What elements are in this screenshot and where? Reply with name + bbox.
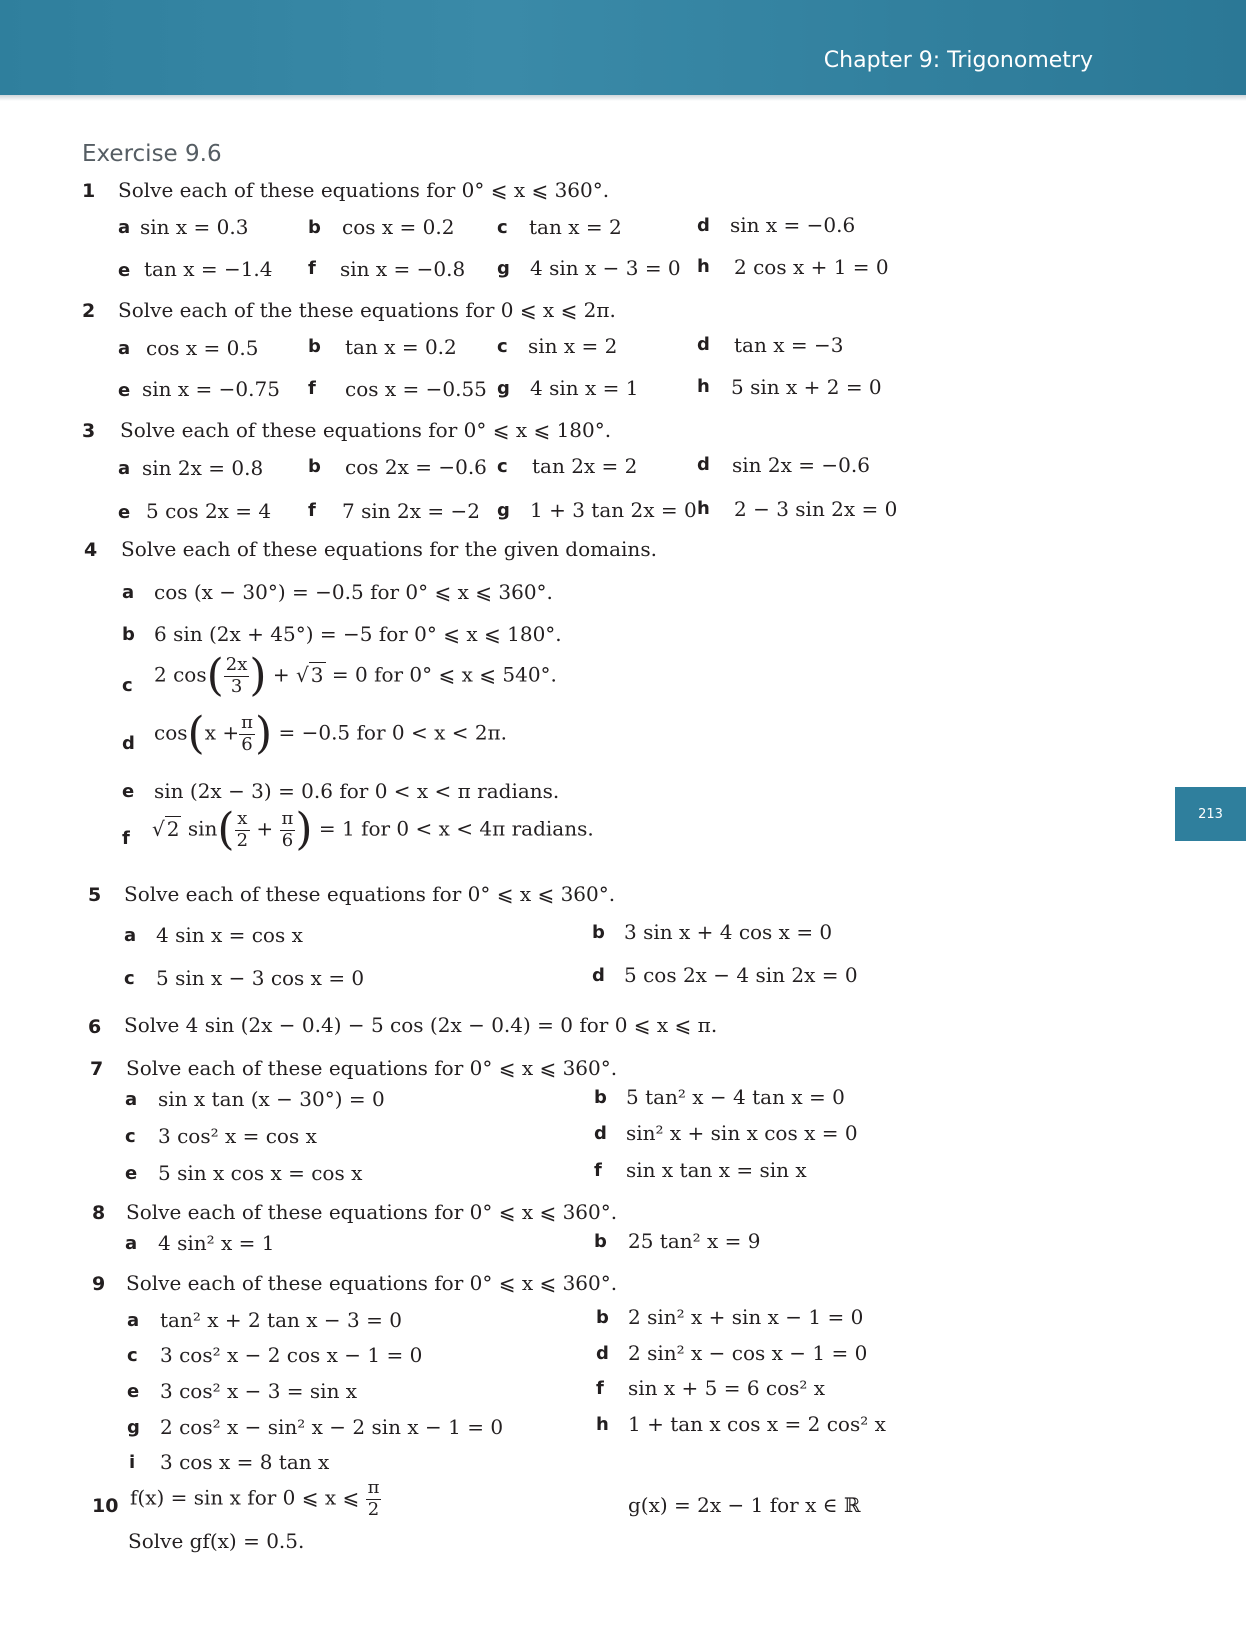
question-number: 4 — [84, 539, 98, 561]
question-text: Solve each of these equations for 0° ⩽ x ⩽ 360°. — [126, 1200, 618, 1224]
part-label: b — [596, 1307, 609, 1328]
radicand: 3 — [310, 662, 324, 687]
square-root: √ 2 — [152, 816, 180, 841]
equation: tan 2x = 2 — [532, 454, 638, 478]
equation: 5 cos 2x − 4 sin 2x = 0 — [624, 963, 858, 987]
page-number: 213 — [1175, 787, 1246, 841]
part-label: c — [124, 968, 135, 989]
equation: 5 tan² x − 4 tan x = 0 — [626, 1085, 845, 1109]
radicand: 2 — [166, 816, 180, 841]
part-label: b — [594, 1087, 607, 1108]
equation: sin x + 5 = 6 cos² x — [628, 1376, 826, 1400]
equation: tan x = −3 — [734, 333, 844, 357]
part-label: e — [118, 260, 131, 281]
equation: 3 cos² x − 2 cos x − 1 = 0 — [160, 1343, 423, 1367]
equation: 4 sin x − 3 = 0 — [530, 256, 681, 280]
equation-4d — [154, 708, 508, 759]
fraction — [366, 1478, 382, 1520]
part-label: b — [594, 1231, 607, 1252]
equation: 3 cos² x − 3 = sin x — [160, 1379, 358, 1403]
fraction — [280, 809, 296, 851]
part-label: d — [697, 334, 710, 355]
part-label: h — [697, 498, 710, 519]
denominator: 2 — [367, 1498, 380, 1520]
question-text: Solve each of these equations for 0° ⩽ x ⩽ 360°. — [118, 178, 610, 202]
equation: 3 sin x + 4 cos x = 0 — [624, 920, 833, 944]
equation-term: cos — [154, 720, 188, 745]
equation: sin² x + sin x cos x = 0 — [626, 1121, 858, 1145]
part-label: c — [127, 1345, 138, 1366]
fraction — [239, 713, 255, 755]
question-text: Solve gf(x) = 0.5. — [128, 1529, 305, 1553]
part-label: b — [308, 336, 321, 357]
equation-term: + — [256, 816, 274, 841]
part-label: c — [125, 1126, 136, 1147]
equation: 4 sin x = 1 — [530, 376, 639, 400]
paren: ) — [254, 708, 273, 759]
equation-4c — [154, 650, 557, 701]
part-label: e — [118, 380, 131, 401]
part-label: c — [497, 217, 508, 238]
question-number: 8 — [92, 1202, 106, 1224]
part-label: g — [127, 1417, 140, 1438]
equation-term: = −0.5 for 0 < x < 2π. — [278, 720, 508, 745]
part-label: f — [596, 1378, 604, 1399]
equation: tan x = −1.4 — [144, 257, 273, 281]
numerator: π — [367, 1477, 380, 1498]
equation: 7 sin 2x = −2 — [342, 499, 480, 523]
question-text: Solve each of the these equations for 0 ⩽ x ⩽ 2π. — [118, 298, 616, 322]
equation: sin (2x − 3) = 0.6 for 0 < x < π radians. — [154, 779, 560, 803]
equation: tan x = 2 — [529, 215, 622, 239]
equation: tan² x + 2 tan x − 3 = 0 — [160, 1308, 402, 1332]
exercise-title: Exercise 9.6 — [82, 141, 222, 167]
numerator: π — [281, 807, 294, 829]
equation: 4 sin² x = 1 — [158, 1231, 275, 1255]
equation: cos (x − 30°) = −0.5 for 0° ⩽ x ⩽ 360°. — [154, 580, 553, 604]
question-number: 9 — [92, 1273, 106, 1295]
equation: sin 2x = 0.8 — [142, 456, 264, 480]
equation-term: sin — [187, 816, 218, 841]
equation: 3 cos x = 8 tan x — [160, 1450, 330, 1474]
part-label: i — [129, 1452, 136, 1473]
part-label: c — [122, 675, 133, 696]
part-label: a — [124, 925, 137, 946]
equation: 5 sin x cos x = cos x — [158, 1161, 363, 1185]
equation: 25 tan² x = 9 — [628, 1229, 761, 1253]
part-label: d — [122, 733, 135, 754]
equation: 5 sin x − 3 cos x = 0 — [156, 966, 365, 990]
square-root: √ 3 — [296, 662, 324, 687]
part-label: f — [308, 378, 316, 399]
question-number: 2 — [82, 300, 96, 322]
part-label: a — [118, 217, 131, 238]
question-text: Solve each of these equations for the given domains. — [121, 537, 657, 561]
question-number: 3 — [82, 420, 96, 442]
question-text: Solve each of these equations for 0° ⩽ x ⩽ 360°. — [126, 1056, 618, 1080]
question-text: Solve each of these equations for 0° ⩽ x ⩽ 360°. — [126, 1271, 618, 1295]
equation: 2 − 3 sin 2x = 0 — [734, 497, 898, 521]
part-label: b — [308, 456, 321, 477]
function-g-definition: g(x) = 2x − 1 for x ∈ ℝ — [628, 1493, 861, 1517]
part-label: c — [497, 336, 508, 357]
equation: 2 sin² x + sin x − 1 = 0 — [628, 1305, 864, 1329]
equation: 2 cos² x − sin² x − 2 sin x − 1 = 0 — [160, 1415, 504, 1439]
header-divider — [0, 95, 1246, 101]
numerator: 2x — [225, 653, 248, 675]
part-label: h — [697, 376, 710, 397]
paren: ( — [217, 804, 235, 855]
part-label: g — [497, 378, 510, 399]
numerator: x — [235, 809, 250, 831]
part-label: g — [497, 500, 510, 521]
equation-term: + — [272, 662, 290, 687]
part-label: d — [594, 1123, 607, 1144]
question-number: 6 — [88, 1016, 102, 1038]
equation: sin x = 0.3 — [140, 215, 249, 239]
equation: tan x = 0.2 — [345, 335, 457, 359]
equation: 3 cos² x = cos x — [158, 1124, 317, 1148]
part-label: d — [596, 1343, 609, 1364]
question-number: 1 — [82, 180, 96, 202]
part-label: a — [122, 582, 135, 603]
part-label: f — [122, 828, 130, 849]
equation: sin x tan (x − 30°) = 0 — [158, 1087, 385, 1111]
question-text: Solve each of these equations for 0° ⩽ x ⩽ 180°. — [120, 418, 612, 442]
part-label: d — [592, 965, 605, 986]
part-label: c — [497, 456, 508, 477]
question-number: 10 — [92, 1495, 119, 1517]
part-label: d — [697, 454, 710, 475]
part-label: d — [697, 215, 710, 236]
equation-term: f(x) = sin x for 0 ⩽ x ⩽ — [130, 1485, 360, 1510]
part-label: f — [308, 500, 316, 521]
equation: cos x = −0.55 — [345, 377, 487, 401]
function-f-definition — [130, 1478, 381, 1520]
paren: ) — [295, 804, 313, 855]
part-label: e — [122, 781, 135, 802]
equation: sin x tan x = sin x — [626, 1158, 807, 1182]
equation: 5 sin x + 2 = 0 — [731, 375, 882, 399]
denominator: 6 — [281, 829, 294, 851]
equation: cos x = 0.5 — [146, 336, 259, 360]
part-label: a — [118, 458, 131, 479]
equation-term: x + — [204, 720, 240, 745]
equation: 2 cos x + 1 = 0 — [734, 255, 889, 279]
question-number: 7 — [90, 1058, 104, 1080]
part-label: b — [592, 922, 605, 943]
equation: 6 sin (2x + 45°) = −5 for 0° ⩽ x ⩽ 180°. — [154, 622, 562, 646]
part-label: e — [118, 502, 131, 523]
part-label: f — [308, 258, 316, 279]
equation: sin x = −0.8 — [340, 257, 466, 281]
equation: 2 sin² x − cos x − 1 = 0 — [628, 1341, 868, 1365]
fraction — [235, 809, 250, 851]
question-text: Solve each of these equations for 0° ⩽ x ⩽ 360°. — [124, 882, 616, 906]
equation-4f — [152, 804, 594, 855]
equation: 5 cos 2x = 4 — [146, 499, 272, 523]
part-label: g — [497, 258, 510, 279]
equation: sin x = 2 — [528, 334, 618, 358]
question-number: 5 — [88, 884, 102, 906]
equation: cos 2x = −0.6 — [345, 455, 487, 479]
denominator: 2 — [236, 829, 249, 851]
equation-term: = 0 for 0° ⩽ x ⩽ 540°. — [331, 662, 557, 687]
denominator: 3 — [230, 675, 243, 697]
part-label: b — [122, 624, 135, 645]
equation: cos x = 0.2 — [342, 215, 455, 239]
equation: sin 2x = −0.6 — [732, 453, 870, 477]
part-label: a — [125, 1089, 138, 1110]
part-label: a — [127, 1310, 140, 1331]
part-label: e — [127, 1381, 140, 1402]
chapter-title: Chapter 9: Trigonometry — [823, 48, 1093, 73]
part-label: a — [118, 338, 131, 359]
part-label: h — [596, 1414, 609, 1435]
equation-term: 2 cos — [154, 662, 207, 687]
part-label: h — [697, 256, 710, 277]
equation: 4 sin x = cos x — [156, 923, 303, 947]
denominator: 6 — [241, 733, 253, 755]
part-label: b — [308, 217, 321, 238]
equation: 1 + tan x cos x = 2 cos² x — [628, 1412, 886, 1436]
paren: ( — [187, 708, 205, 759]
paren: ( — [206, 650, 224, 701]
part-label: e — [125, 1163, 138, 1184]
equation: sin x = −0.6 — [730, 213, 856, 237]
paren: ) — [249, 650, 267, 701]
question-text: Solve 4 sin (2x − 0.4) − 5 cos (2x − 0.4) = 0 for 0 ⩽ x ⩽ π. — [124, 1013, 718, 1037]
equation: 1 + 3 tan 2x = 0 — [530, 498, 697, 522]
equation-term: = 1 for 0 < x < 4π radians. — [318, 816, 594, 841]
part-label: f — [594, 1160, 602, 1181]
fraction — [224, 655, 250, 697]
equation: sin x = −0.75 — [142, 377, 280, 401]
numerator: π — [241, 711, 253, 733]
part-label: a — [125, 1233, 138, 1254]
